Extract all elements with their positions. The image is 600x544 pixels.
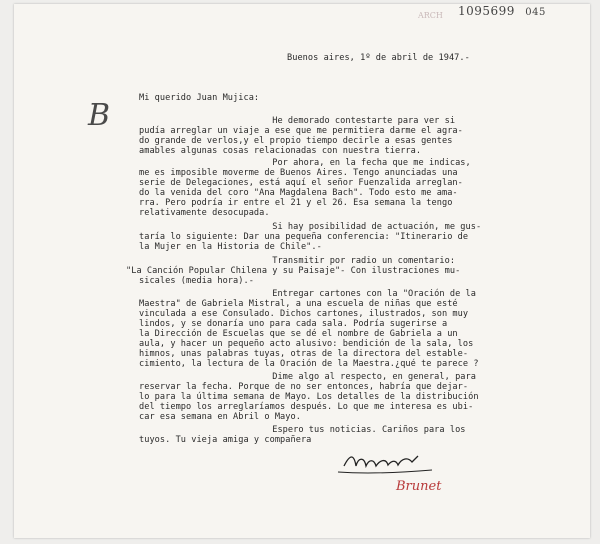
body-line: Por ahora, en la fecha que me indicas, xyxy=(220,158,471,168)
call-number: 1095699 xyxy=(458,4,515,18)
body-line: tuyos. Tu vieja amiga y compañera xyxy=(139,435,312,445)
body-line: la Mujer en la Historia de Chile".- xyxy=(139,242,322,252)
body-line: Dime algo al respecto, en general, para xyxy=(220,372,476,382)
body-line: do la venida del coro "Ana Magdalena Bach". Todo esto me ama- xyxy=(139,188,458,198)
body-line: lo para la última semana de Mayo. Los detalles de la distribución xyxy=(139,392,479,402)
red-annotation: Brunet xyxy=(396,479,442,494)
body-line: relativamente desocupada. xyxy=(139,208,270,218)
margin-mark: B xyxy=(88,98,111,133)
body-line: He demorado contestarte para ver si xyxy=(220,116,456,126)
faint-archive-stamp: ARCH xyxy=(418,11,443,20)
body-line: Maestra" de Gabriela Mistral, a una escuela de niñas que esté xyxy=(139,299,458,309)
body-line: serie de Delegaciones, está aquí el señor Fuenzalida arreglan- xyxy=(139,178,463,188)
body-line: lindos, y se donaría uno para cada sala. Podría sugerirse a xyxy=(139,319,448,329)
letter-date: Buenos aires, 1º de abril de 1947.- xyxy=(287,53,470,63)
body-line: vinculada a ese Consulado. Dichos cartones, ilustrados, son muy xyxy=(139,309,469,319)
folio-number: 045 xyxy=(525,7,546,18)
body-line: amables algunas cosas relacionadas con nuestra tierra. xyxy=(139,146,422,156)
body-line: aula, y hacer un pequeño acto alusivo: bendición de la sala, los xyxy=(139,339,474,349)
body-line: reservar la fecha. Porque de no ser entonces, habría que dejar- xyxy=(139,382,469,392)
body-line: car esa semana en Abril o Mayo. xyxy=(139,412,301,422)
body-line: Espero tus noticias. Cariños para los xyxy=(220,425,466,435)
body-line: "La Canción Popular Chilena y su Paisaje"- Con ilustraciones mu- xyxy=(126,266,461,276)
body-line: rra. Pero podría ir entre el 21 y el 26. Esa semana la tengo xyxy=(139,198,453,208)
body-line: Transmitir por radio un comentario: xyxy=(220,256,456,266)
body-line: pudía arreglar un viaje a ese que me permitiera darme el agra- xyxy=(139,126,463,136)
body-line: taría lo siguiente: Dar una pequeña conferencia: "Itinerario de xyxy=(139,232,469,242)
signature-scrawl xyxy=(336,448,436,476)
body-line: del tiempo los arreglaríamos después. Lo que me interesa es ubi- xyxy=(139,402,474,412)
body-line: me es imposible moverme de Buenos Aires. Tengo anunciadas una xyxy=(139,168,458,178)
body-line: cimiento, la lectura de la Oración de la Maestra.¿qué te parece ? xyxy=(139,359,479,369)
archive-call-number xyxy=(458,4,546,18)
body-line: do grande de verlos,y el propio tiempo decirle a esas gentes xyxy=(139,136,453,146)
body-line: himnos, unas palabras tuyas, otras de la directora del estable- xyxy=(139,349,469,359)
body-line: sicales (media hora).- xyxy=(139,276,254,286)
body-line: la Dirección de Escuelas que se dé el nombre de Gabriela a un xyxy=(139,329,458,339)
body-line: Si hay posibilidad de actuación, me gus- xyxy=(220,222,482,232)
body-line: Entregar cartones con la "Oración de la xyxy=(220,289,476,299)
handwritten-signature xyxy=(336,448,436,476)
letter-greeting: Mi querido Juan Mujica: xyxy=(139,93,260,103)
